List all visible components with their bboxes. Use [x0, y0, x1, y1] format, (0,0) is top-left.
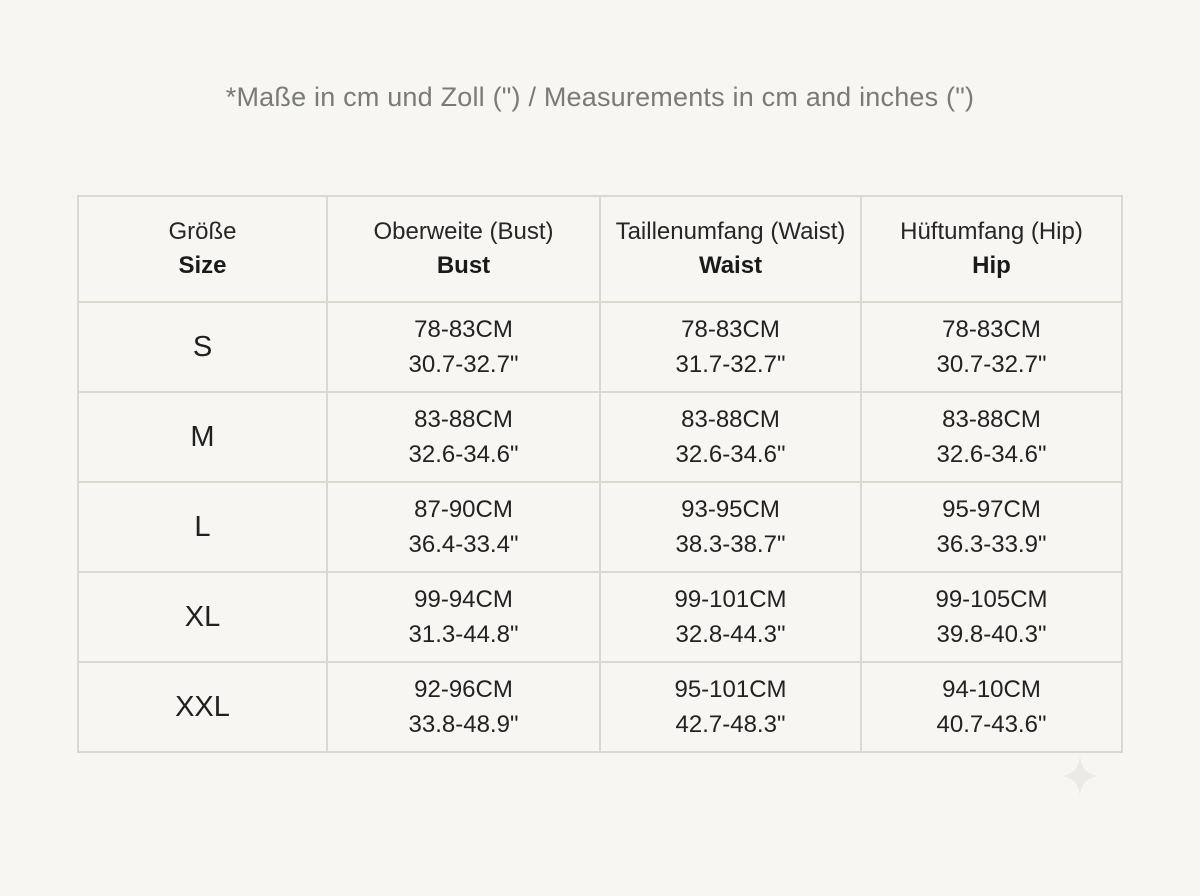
hip-cm: 83-88CM: [942, 406, 1041, 433]
header-row: [78, 196, 1122, 302]
hip-cell: [861, 572, 1122, 662]
header-hip: [861, 196, 1122, 302]
sparkle-icon-svg: [1062, 756, 1098, 796]
measurement-note: *Maße in cm und Zoll (") / Measurements in cm and inches ("): [225, 82, 975, 112]
hip-cm: 94-10CM: [942, 676, 1041, 703]
size-label: M: [190, 420, 215, 453]
table-row: [78, 572, 1122, 662]
size-cell: [78, 662, 327, 752]
waist-cm: 95-101CM: [674, 676, 787, 703]
bust-inch: 33.8-48.9": [408, 711, 519, 738]
bust-cell: [327, 662, 600, 752]
bust-inch: 31.3-44.8": [408, 621, 519, 648]
size-label: XL: [184, 600, 221, 633]
header-waist-de: Taillenumfang (Waist): [615, 218, 846, 245]
header-size-en: Size: [178, 252, 227, 279]
hip-cm: 95-97CM: [942, 496, 1041, 523]
hip-inch: 30.7-32.7": [936, 351, 1047, 378]
table-row: [78, 662, 1122, 752]
header-size-de: Größe: [168, 218, 237, 245]
size-cell: [78, 302, 327, 392]
waist-cell: [600, 302, 861, 392]
hip-inch: 39.8-40.3": [936, 621, 1047, 648]
bust-cm: 83-88CM: [414, 406, 513, 433]
bust-cm: 99-94CM: [414, 586, 513, 613]
bust-cm: 87-90CM: [414, 496, 513, 523]
bust-cm: 78-83CM: [414, 316, 513, 343]
waist-cell: [600, 392, 861, 482]
waist-cm: 78-83CM: [681, 316, 780, 343]
waist-cell: [600, 662, 861, 752]
size-label: XXL: [175, 690, 230, 723]
hip-cm: 99-105CM: [935, 586, 1048, 613]
size-label: L: [194, 510, 211, 543]
hip-cell: [861, 302, 1122, 392]
size-label: S: [192, 330, 213, 363]
waist-cm: 83-88CM: [681, 406, 780, 433]
bust-inch: 36.4-33.4": [408, 531, 519, 558]
waist-inch: 32.6-34.6": [675, 441, 786, 468]
waist-cell: [600, 482, 861, 572]
header-bust-de: Oberweite (Bust): [373, 218, 554, 245]
waist-cm: 93-95CM: [681, 496, 780, 523]
waist-cm: 99-101CM: [674, 586, 787, 613]
table-row: [78, 392, 1122, 482]
size-chart-table: [77, 195, 1123, 753]
hip-cm: 78-83CM: [942, 316, 1041, 343]
header-hip-en: Hip: [972, 252, 1011, 279]
hip-cell: [861, 392, 1122, 482]
header-bust-en: Bust: [436, 252, 491, 279]
hip-inch: 36.3-33.9": [936, 531, 1047, 558]
size-cell: [78, 392, 327, 482]
bust-inch: 30.7-32.7": [408, 351, 519, 378]
hip-inch: 32.6-34.6": [936, 441, 1047, 468]
bust-cell: [327, 392, 600, 482]
waist-inch: 32.8-44.3": [675, 621, 786, 648]
header-hip-de: Hüftumfang (Hip): [900, 218, 1083, 245]
header-bust: [327, 196, 600, 302]
hip-cell: [861, 662, 1122, 752]
hip-inch: 40.7-43.6": [936, 711, 1047, 738]
bust-cell: [327, 482, 600, 572]
table-row: [78, 482, 1122, 572]
waist-cell: [600, 572, 861, 662]
sparkle-icon: [1062, 756, 1098, 796]
table-row: [78, 302, 1122, 392]
header-waist: [600, 196, 861, 302]
bust-cm: 92-96CM: [414, 676, 513, 703]
size-cell: [78, 482, 327, 572]
size-cell: [78, 572, 327, 662]
waist-inch: 31.7-32.7": [675, 351, 786, 378]
header-size: [78, 196, 327, 302]
waist-inch: 38.3-38.7": [675, 531, 786, 558]
waist-inch: 42.7-48.3": [675, 711, 786, 738]
bust-cell: [327, 572, 600, 662]
header-waist-en: Waist: [698, 252, 763, 279]
hip-cell: [861, 482, 1122, 572]
bust-inch: 32.6-34.6": [408, 441, 519, 468]
bust-cell: [327, 302, 600, 392]
